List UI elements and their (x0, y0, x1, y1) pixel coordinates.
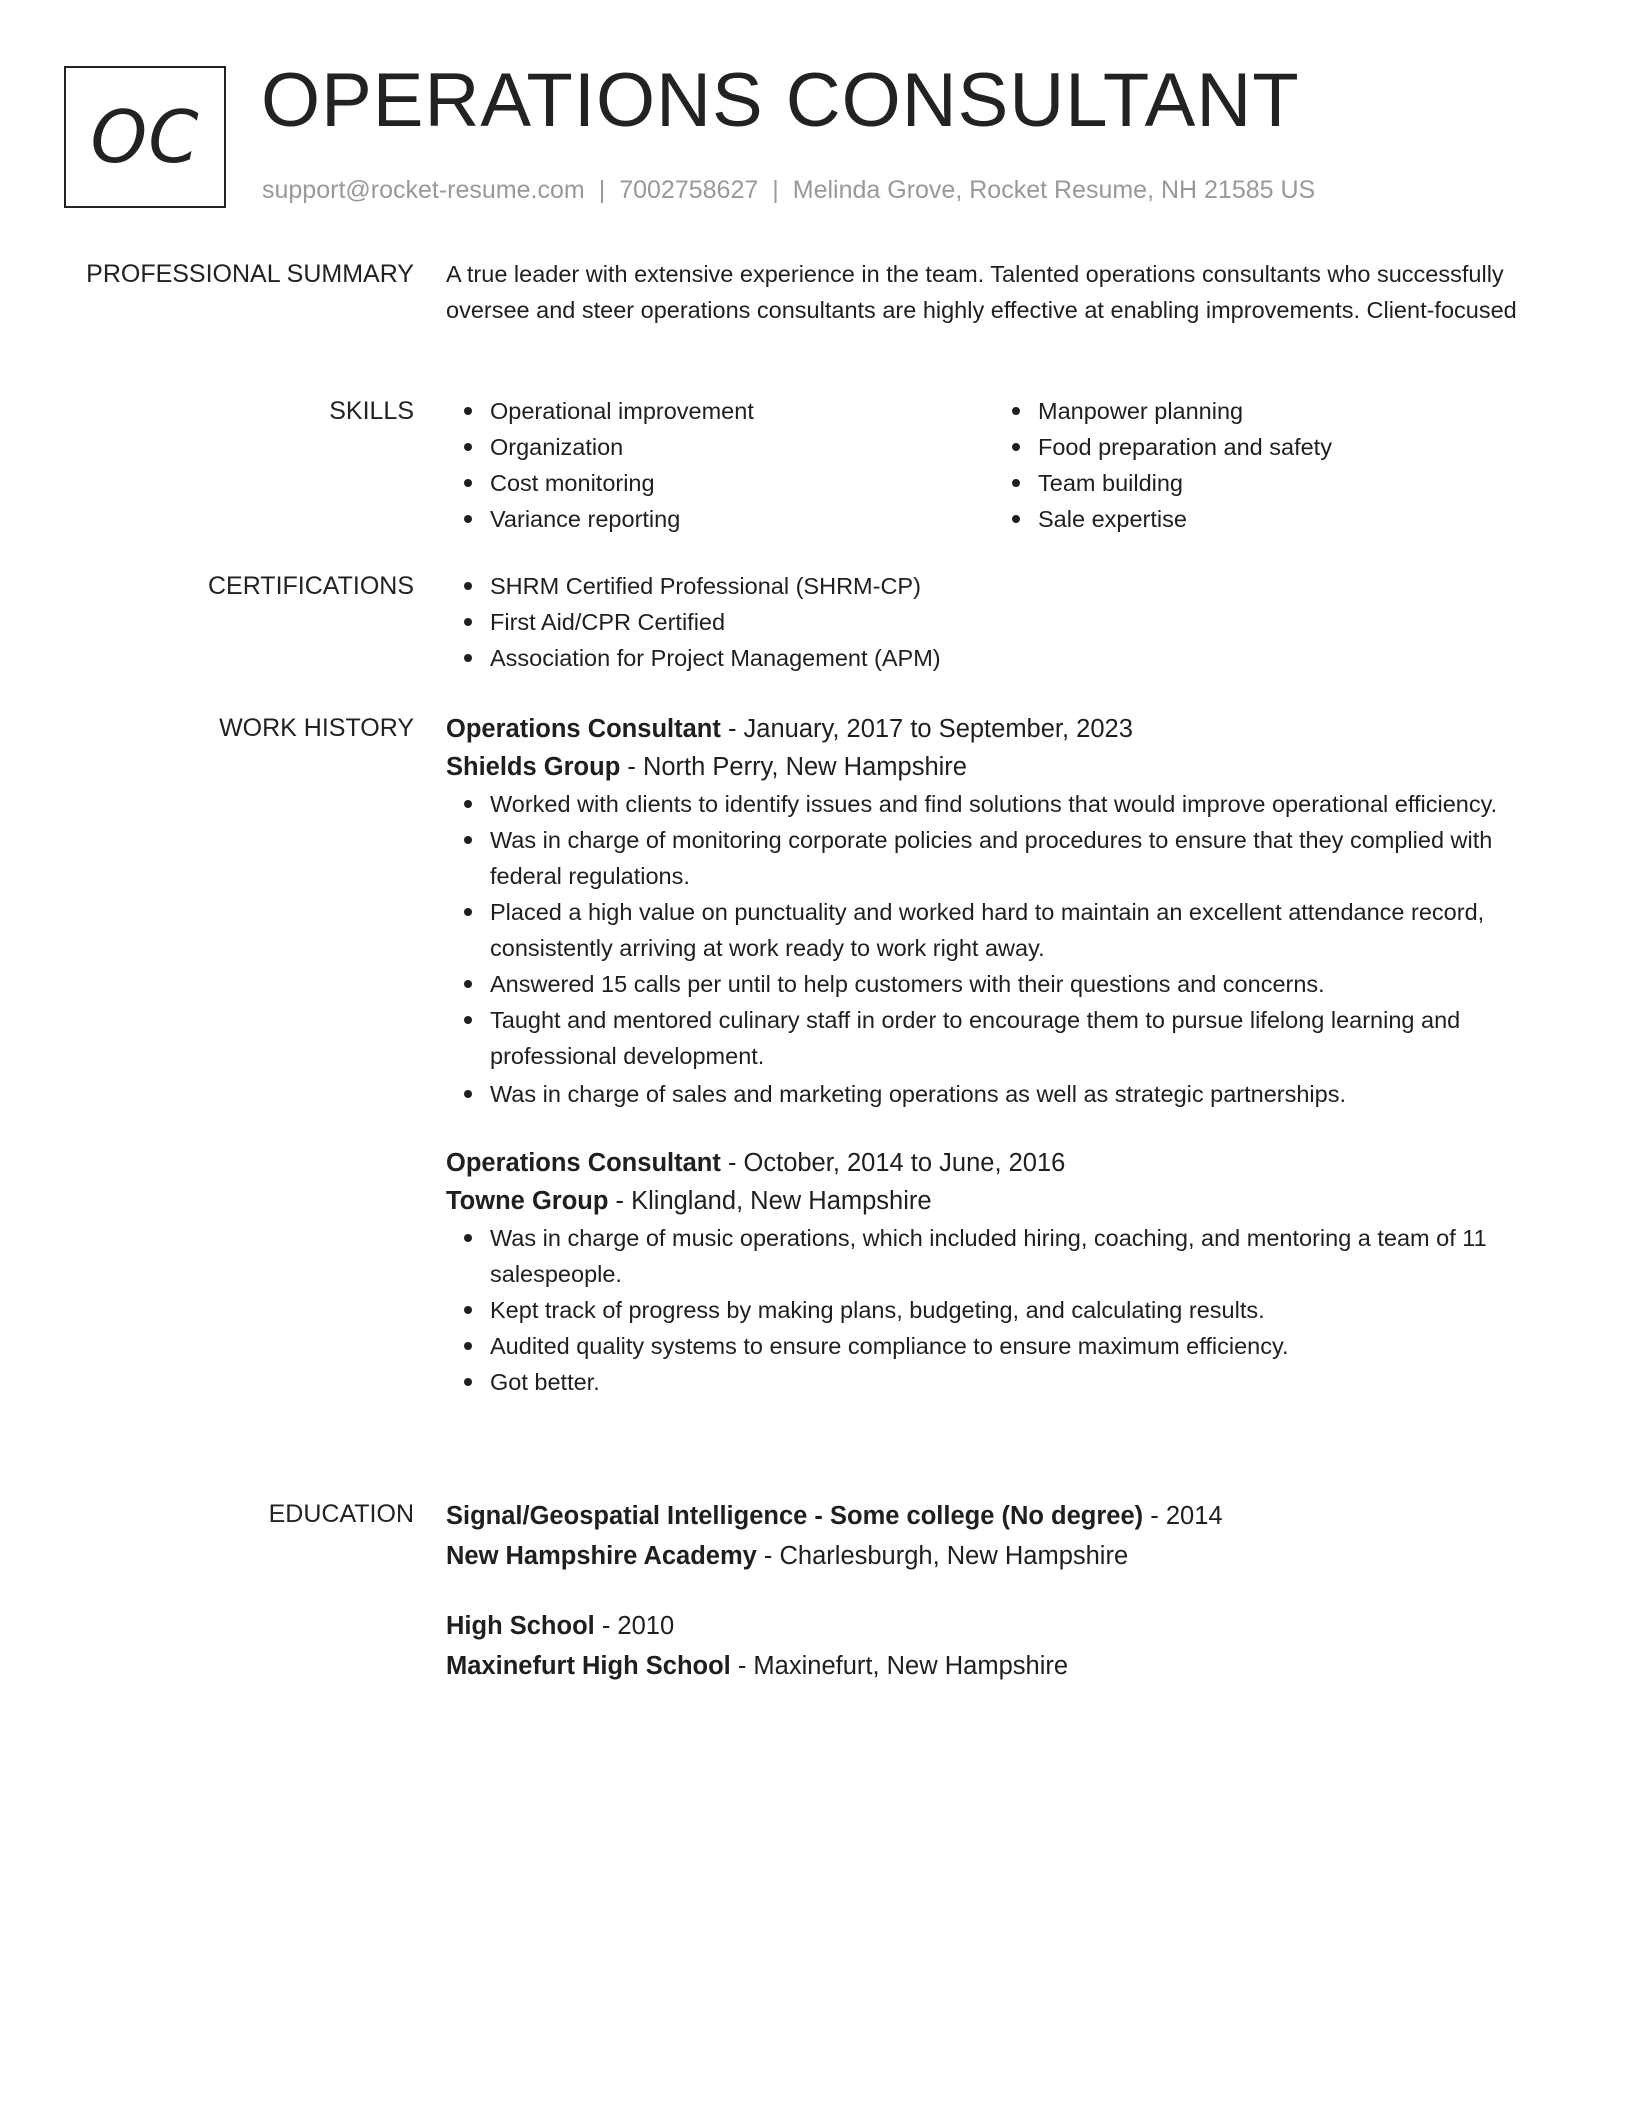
education-degree-line (446, 1606, 1564, 1646)
contact-line (262, 172, 1315, 208)
job-dates: - January, 2017 to September, 2023 (720, 715, 1133, 743)
section-title-certifications: CERTIFICATIONS (207, 572, 414, 600)
summary-text: A true leader with extensive experience in the team. Talented operations consultants who successfully oversee and steer operations consultants are highly effective at enabling improvements. Client-focused (446, 261, 1517, 323)
job-company: Shields Group (446, 753, 621, 781)
work-history-body (446, 710, 1564, 1400)
education-degree: High School (446, 1612, 595, 1640)
education-school: New Hampshire Academy (446, 1542, 757, 1570)
education-year: - 2010 (594, 1612, 675, 1640)
skill-item: Food preparation and safety (1038, 429, 1542, 465)
skill-item: Manpower planning (1038, 393, 1542, 429)
resume-name: OPERATIONS CONSULTANT (261, 58, 1300, 143)
skills-list-left (446, 393, 994, 537)
contact-separator: | (772, 176, 779, 204)
skill-item: Sale expertise (1038, 501, 1542, 537)
education-location: - Charlesburgh, New Hampshire (756, 1542, 1129, 1570)
job-bullet: Was in charge of sales and marketing operations as well as strategic partnerships. (490, 1076, 1564, 1112)
section-title-work-history: WORK HISTORY (219, 714, 414, 742)
skill-item: Cost monitoring (490, 465, 994, 501)
skill-item: Variance reporting (490, 501, 994, 537)
education-school: Maxinefurt High School (446, 1652, 731, 1680)
job-company-line (446, 748, 1564, 786)
job-company-line (446, 1182, 1564, 1220)
job-bullet: Audited quality systems to ensure compliance to ensure maximum efficiency. (490, 1328, 1564, 1364)
job-bullet: Taught and mentored culinary staff in order to encourage them to pursue lifelong learning and professional development. (490, 1002, 1564, 1074)
education-school-line (446, 1536, 1564, 1576)
job-bullet-list (446, 786, 1564, 1112)
job-bullet: Worked with clients to identify issues and find solutions that would improve operational efficiency. (490, 786, 1564, 822)
job-title-line (446, 710, 1564, 748)
section-title-skills: SKILLS (329, 397, 414, 425)
contact-separator: | (598, 176, 606, 204)
job-entry (446, 710, 1564, 1112)
job-bullet-list (446, 1220, 1564, 1400)
job-entry (446, 1144, 1564, 1400)
job-company: Towne Group (446, 1187, 609, 1215)
job-title-line (446, 1144, 1564, 1182)
job-bullet: Kept track of progress by making plans, budgeting, and calculating results. (490, 1292, 1564, 1328)
section-title-summary: PROFESSIONAL SUMMARY (86, 260, 414, 288)
job-location: - Klingland, New Hampshire (608, 1187, 932, 1215)
skill-item: Organization (490, 429, 994, 465)
summary-body (446, 256, 1564, 328)
job-dates: - October, 2014 to June, 2016 (720, 1149, 1066, 1177)
education-school-line (446, 1646, 1564, 1686)
job-bullet: Placed a high value on punctuality and worked hard to maintain an excellent attendance record, consistently arriving at work ready to work right away. (490, 894, 1564, 966)
contact-address: Melinda Grove, Rocket Resume, NH 21585 US (792, 176, 1316, 204)
contact-phone: 7002758627 (619, 176, 759, 204)
education-degree: Signal/Geospatial Intelligence - Some college (No degree) (446, 1502, 1144, 1530)
skills-list-right (994, 393, 1542, 537)
certification-item: First Aid/CPR Certified (490, 604, 1564, 640)
monogram: OC (64, 66, 226, 208)
education-body (446, 1496, 1564, 1686)
job-role: Operations Consultant (446, 1149, 721, 1177)
job-bullet: Answered 15 calls per until to help customers with their questions and concerns. (490, 966, 1564, 1002)
section-title-education: EDUCATION (268, 1500, 414, 1528)
skills-grid (446, 393, 1564, 537)
education-degree-line (446, 1496, 1564, 1536)
education-year: - 2014 (1143, 1502, 1223, 1530)
skill-item: Team building (1038, 465, 1542, 501)
job-role: Operations Consultant (446, 715, 721, 743)
certifications-list (446, 568, 1564, 676)
job-bullet: Was in charge of music operations, which included hiring, coaching, and mentoring a team of 11 salespeople. (490, 1220, 1564, 1292)
certification-item: Association for Project Management (APM) (490, 640, 1564, 676)
job-bullet: Got better. (490, 1364, 1564, 1400)
job-location: - North Perry, New Hampshire (620, 753, 967, 781)
skill-item: Operational improvement (490, 393, 994, 429)
education-entry (446, 1606, 1564, 1686)
education-entry (446, 1496, 1564, 1576)
contact-email: support@rocket-resume.com (262, 176, 585, 204)
education-location: - Maxinefurt, New Hampshire (730, 1652, 1069, 1680)
certification-item: SHRM Certified Professional (SHRM-CP) (490, 568, 1564, 604)
job-bullet: Was in charge of monitoring corporate policies and procedures to ensure that they complied with federal regulations. (490, 822, 1564, 894)
certifications-body (446, 568, 1564, 676)
